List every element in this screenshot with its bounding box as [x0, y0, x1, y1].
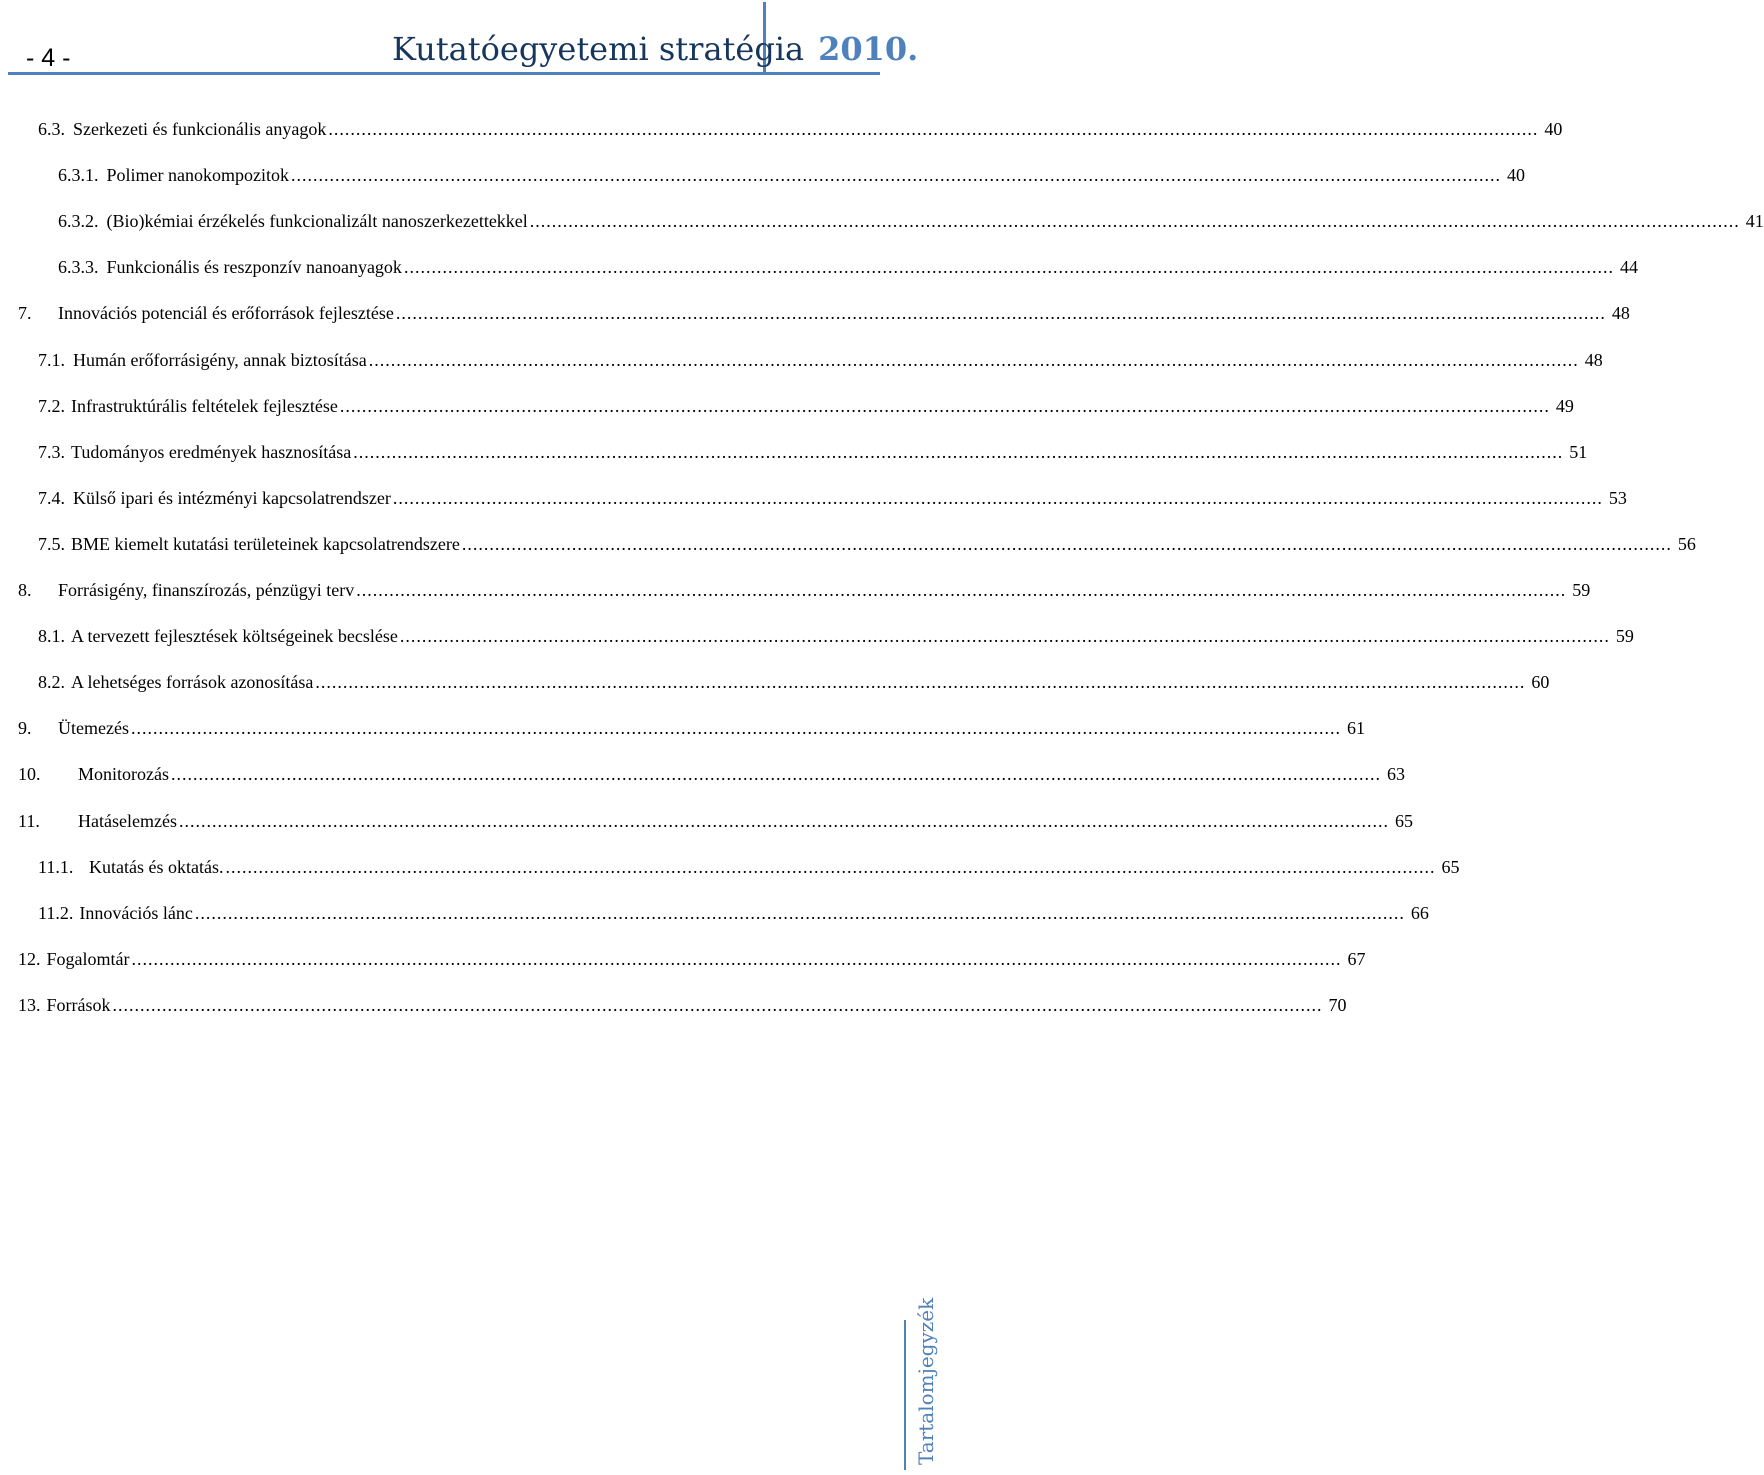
toc-entry[interactable] — [38, 529, 1696, 555]
document-title — [392, 30, 918, 68]
toc-entry-number: 7.5. — [38, 534, 65, 554]
toc-entry-page: 41 — [1745, 211, 1764, 231]
toc-entry-page: 61 — [1346, 718, 1365, 738]
toc-entry-number: 8.2. — [38, 672, 65, 692]
toc-entry-page: 51 — [1569, 442, 1588, 462]
toc-entry-title: A tervezett fejlesztések költségeinek becslése — [71, 626, 398, 646]
toc-entry-title: Humán erőforrásigény, annak biztosítása — [73, 350, 367, 370]
toc-entry-number: 8. — [18, 580, 32, 600]
toc-dot-leader: ............................................................................................................................................................................................................................ — [368, 350, 1579, 370]
toc-entry-number: 13. — [18, 995, 41, 1015]
toc-dot-leader: ............................................................................................................................................................................................................................ — [131, 949, 1342, 969]
side-rule — [904, 1320, 906, 1470]
toc-entry[interactable] — [38, 345, 1603, 371]
toc-entry[interactable] — [38, 852, 1460, 878]
toc-entry[interactable] — [38, 898, 1429, 924]
document-title-text: Kutatóegyetemi stratégia — [392, 30, 805, 68]
toc-entry[interactable] — [38, 114, 1563, 140]
toc-dot-leader: ............................................................................................................................................................................................................................ — [392, 488, 1603, 508]
toc-entry-page: 53 — [1608, 488, 1627, 508]
toc-entry-title: Forrásigény, finanszírozás, pénzügyi terv — [58, 580, 355, 600]
toc-entry-page: 40 — [1544, 119, 1563, 139]
toc-entry[interactable] — [38, 667, 1550, 693]
toc-dot-leader: ............................................................................................................................................................................................................................ — [399, 626, 1610, 646]
toc-entry-number: 6.3.3. — [58, 257, 99, 277]
toc-entry-number: 7.1. — [38, 350, 65, 370]
toc-entry[interactable] — [38, 621, 1634, 647]
toc-entry-page: 66 — [1410, 903, 1429, 923]
toc-entry[interactable] — [18, 806, 1413, 832]
toc-dot-leader: ............................................................................................................................................................................................................................ — [328, 119, 1539, 139]
toc-dot-leader: ............................................................................................................................................................................................................................ — [356, 580, 1567, 600]
toc-dot-leader: ............................................................................................................................................................................................................................ — [529, 211, 1740, 231]
toc-entry-number: 7.4. — [38, 488, 65, 508]
toc-entry[interactable] — [18, 759, 1405, 785]
toc-dot-leader: ............................................................................................................................................................................................................................ — [178, 811, 1389, 831]
toc-entry-title: Ütemezés — [58, 718, 129, 738]
toc-entry-title: Források — [46, 995, 111, 1015]
toc-entry[interactable] — [18, 990, 1347, 1016]
toc-dot-leader: ............................................................................................................................................................................................................................ — [225, 857, 1436, 877]
toc-dot-leader: ............................................................................................................................................................................................................................ — [403, 257, 1614, 277]
toc-entry[interactable] — [18, 575, 1591, 601]
toc-entry-title: Innovációs lánc — [79, 903, 193, 923]
toc-entry[interactable] — [38, 391, 1574, 417]
toc-dot-leader: ............................................................................................................................................................................................................................ — [353, 442, 1564, 462]
toc-entry-page: 56 — [1677, 534, 1696, 554]
toc-entry[interactable] — [38, 437, 1588, 463]
toc-entry-title: Külső ipari és intézményi kapcsolatrendszer — [73, 488, 391, 508]
section-side-label: Tartalomjegyzék — [914, 1297, 938, 1465]
toc-entry-number: 11.1. — [38, 857, 74, 877]
toc-entry-page: 59 — [1572, 580, 1591, 600]
toc-entry-title: Hatáselemzés — [78, 811, 177, 831]
toc-entry-number: 9. — [18, 718, 32, 738]
toc-entry-number: 11. — [18, 811, 40, 831]
toc-entry-page: 67 — [1347, 949, 1366, 969]
toc-entry-title: A lehetséges források azonosítása — [71, 672, 314, 692]
toc-dot-leader: ............................................................................................................................................................................................................................ — [315, 672, 1526, 692]
toc-entry-title: Polimer nanokompozitok — [106, 165, 289, 185]
toc-entry-title: Fogalomtár — [46, 949, 130, 969]
toc-entry-title: Kutatás és oktatás. — [89, 857, 224, 877]
toc-entry-number: 6.3. — [38, 119, 65, 139]
toc-entry-number: 7.3. — [38, 442, 65, 462]
toc-dot-leader: ............................................................................................................................................................................................................................ — [395, 303, 1606, 323]
toc-dot-leader: ............................................................................................................................................................................................................................ — [170, 764, 1381, 784]
toc-entry-page: 48 — [1611, 303, 1630, 323]
toc-entry-number: 6.3.1. — [58, 165, 99, 185]
toc-entry-title: Tudományos eredmények hasznosítása — [71, 442, 352, 462]
toc-entry-title: Infrastruktúrális feltételek fejlesztése — [71, 396, 338, 416]
toc-entry[interactable] — [58, 252, 1638, 278]
toc-entry-number: 10. — [18, 764, 41, 784]
toc-dot-leader: ............................................................................................................................................................................................................................ — [112, 995, 1323, 1015]
toc-entry-number: 7.2. — [38, 396, 65, 416]
toc-entry-page: 40 — [1506, 165, 1525, 185]
toc-entry-page: 63 — [1386, 764, 1405, 784]
page-number: - 4 - — [26, 44, 71, 72]
page-header — [0, 0, 960, 80]
toc-entry[interactable] — [58, 206, 1764, 232]
toc-entry-title: BME kiemelt kutatási területeinek kapcsolatrendszere — [71, 534, 460, 554]
toc-dot-leader: ............................................................................................................................................................................................................................ — [339, 396, 1550, 416]
toc-entry-page: 49 — [1555, 396, 1574, 416]
toc-entry-page: 59 — [1615, 626, 1634, 646]
toc-entry[interactable] — [18, 944, 1366, 970]
toc-entry-number: 8.1. — [38, 626, 65, 646]
toc-entry-title: Szerkezeti és funkcionális anyagok — [73, 119, 327, 139]
toc-entry-number: 12. — [18, 949, 41, 969]
toc-entry[interactable] — [58, 160, 1525, 186]
toc-entry[interactable] — [18, 298, 1630, 324]
toc-dot-leader: ............................................................................................................................................................................................................................ — [461, 534, 1672, 554]
toc-entry-page: 60 — [1531, 672, 1550, 692]
toc-entry-title: Innovációs potenciál és erőforrások fejlesztése — [58, 303, 394, 323]
toc-entry-title: Monitorozás — [78, 764, 169, 784]
header-rule — [8, 72, 880, 75]
toc-entry-page: 65 — [1394, 811, 1413, 831]
toc-entry-title: Funkcionális és reszponzív nanoanyagok — [106, 257, 402, 277]
toc-entry-number: 11.2. — [38, 903, 74, 923]
toc-entry-number: 6.3.2. — [58, 211, 99, 231]
toc-dot-leader: ............................................................................................................................................................................................................................ — [290, 165, 1501, 185]
document-year: 2010. — [818, 30, 919, 68]
toc-entry[interactable] — [38, 483, 1627, 509]
toc-entry-page: 48 — [1584, 350, 1603, 370]
toc-entry-page: 65 — [1441, 857, 1460, 877]
toc-entry-title: (Bio)kémiai érzékelés funkcionalizált nanoszerkezettekkel — [106, 211, 528, 231]
toc-entry-number: 7. — [18, 303, 32, 323]
toc-entry-page: 70 — [1328, 995, 1347, 1015]
toc-dot-leader: ............................................................................................................................................................................................................................ — [194, 903, 1405, 923]
toc-entry-page: 44 — [1619, 257, 1638, 277]
toc-entry[interactable] — [18, 713, 1365, 739]
toc-dot-leader: ............................................................................................................................................................................................................................ — [130, 718, 1341, 738]
